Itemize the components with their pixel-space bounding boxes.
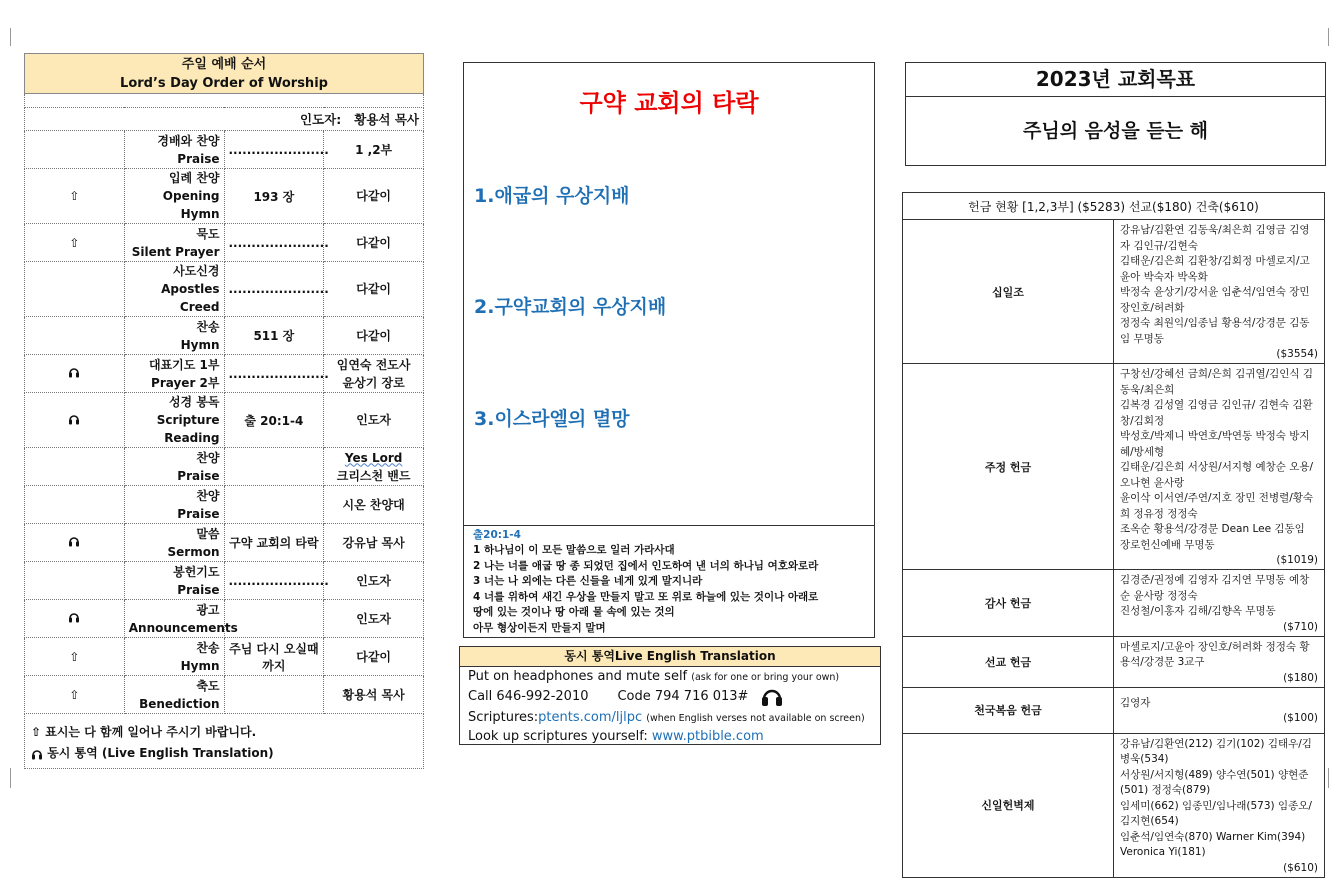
offering-amount: ($180) (1283, 671, 1318, 684)
item-name-en: Silent Prayer (131, 244, 220, 259)
order-title-en: Lord’s Day Order of Worship (120, 75, 328, 91)
offering-names-line: 박정숙 윤상기/강서윤 임춘석/임연숙 장민 장인호/허려화 (1120, 286, 1310, 314)
item-name-en: Praise (177, 506, 220, 521)
item-name-en: Hymn (180, 337, 220, 352)
offering-row (903, 636, 1325, 687)
item-detail: 193 장 (224, 169, 324, 224)
order-of-worship (24, 53, 424, 769)
order-item (25, 317, 424, 355)
item-person-primary: 강유남 목사 (342, 535, 405, 550)
item-person (324, 262, 424, 317)
call-number: Call 646-992-2010 (468, 689, 589, 704)
headphones-icon (68, 413, 80, 425)
offering-names (1114, 220, 1325, 364)
item-person-primary: Yes Lord (344, 450, 403, 465)
stand-note (31, 722, 417, 743)
scripture-label: Scriptures: (468, 710, 539, 725)
item-mark (25, 448, 125, 486)
scripture-line: 땅에 있는 것이나 땅 아래 물 속에 있는 것의 (473, 606, 675, 618)
church-goal (905, 62, 1326, 166)
item-name-en: Hymn (180, 658, 220, 673)
item-name-ko: 입례 찬양 (168, 171, 220, 185)
order-item (25, 262, 424, 317)
offering-names-line: 정정숙 최원익/임종님 황용석/강경문 김동임 무명동 (1120, 317, 1310, 345)
offering-row (903, 687, 1325, 733)
order-item (25, 355, 424, 393)
goal-subtitle: 주님의 음성을 듣는 해 (1022, 120, 1209, 142)
offering-row (903, 733, 1325, 877)
stand-icon: ⇧ (69, 235, 80, 250)
offering-names-line: 임세미(662) 임종민/임나래(573) 임종오/김지현(654) (1120, 799, 1312, 827)
item-mark (25, 600, 125, 638)
item-person (324, 169, 424, 224)
item-mark (25, 355, 125, 393)
item-person-primary: 인도자 (356, 413, 392, 427)
offering-names-line: 서상원/서지형(489) 양수연(501) 양현준(501) 정정숙(879) (1120, 768, 1309, 796)
offering-amount: ($1019) (1276, 554, 1318, 566)
item-name (124, 393, 224, 448)
item-detail: ...................... (224, 131, 324, 169)
offering-names-line: 박성호/박제니 박연호/박연동 박정숙 방지혜/방세형 (1120, 430, 1310, 458)
offering-names (1114, 364, 1325, 570)
item-name-ko: 경배와 찬양 (157, 133, 220, 148)
order-item (25, 486, 424, 524)
item-mark (25, 393, 125, 448)
offering-category: 십일조 (903, 220, 1114, 364)
sermon-point: 1.애굽의 우상지배 (474, 185, 630, 207)
scripture-line: 2 나는 너를 애굽 땅 종 되었던 집에서 인도하여 낸 너의 하나님 여호와로라 (473, 559, 819, 572)
item-detail: ...................... (224, 224, 324, 262)
item-person (324, 393, 424, 448)
scripture-site-line (460, 708, 880, 727)
lookup-label: Look up scriptures yourself: (468, 729, 648, 744)
leader-name: 황용석 목사 (354, 112, 419, 127)
item-mark (25, 224, 125, 262)
offering-row (903, 220, 1325, 364)
item-detail: 출 20:1-4 (224, 393, 324, 448)
offering-names (1114, 636, 1325, 687)
item-name-ko: 성경 봉독 (168, 395, 220, 409)
order-item (25, 676, 424, 714)
item-name (124, 562, 224, 600)
item-mark (25, 524, 125, 562)
headphones-icon (68, 611, 80, 623)
offering-names-line: 마셀로지/고윤아 장인호/허려화 정정숙 황용석/강경문 3교구 (1120, 640, 1310, 668)
item-person (324, 317, 424, 355)
offering-names-line: 구창선/강혜선 금희/은희 김귀열/김인식 김동욱/최은희 (1120, 368, 1314, 396)
scripture-line: 3 너는 나 외에는 다른 신들을 네게 있게 말지니라 (473, 575, 703, 587)
offering-header: 헌금 현황 [1,2,3부] ($5283) 선교($180) 건축($610) (903, 193, 1325, 220)
offering-names-line: 강유남/김환연(212) 김기(102) 김태우/김병욱(534) (1120, 737, 1312, 765)
order-item (25, 224, 424, 262)
offering-amount: ($610) (1283, 861, 1318, 874)
order-item (25, 448, 424, 486)
spacer-row (25, 94, 424, 108)
stand-icon: ⇧ (31, 725, 42, 739)
item-detail (224, 486, 324, 524)
item-detail: ...................... (224, 562, 324, 600)
crop-mark (1328, 768, 1329, 788)
leader-row (25, 108, 424, 131)
item-name (124, 448, 224, 486)
order-item (25, 524, 424, 562)
item-name (124, 638, 224, 676)
item-name-ko: 말씀 (196, 526, 220, 541)
item-name-ko: 찬양 (196, 450, 220, 465)
lookup-link[interactable]: www.ptbible.com (651, 729, 764, 744)
item-name (124, 131, 224, 169)
item-person-primary: 다같이 (356, 649, 392, 664)
item-person-primary: 1 ,2부 (355, 142, 393, 157)
order-title-ko: 주일 예배 순서 (181, 56, 267, 72)
headphones-icon (761, 687, 783, 707)
offering-row (903, 570, 1325, 637)
translation-header: 동시 통역Live English Translation (460, 647, 880, 667)
item-detail: 주님 다시 오실때까지 (224, 638, 324, 676)
offering-names-line: 김영자 (1120, 696, 1151, 709)
offering-amount: ($3554) (1276, 348, 1318, 360)
offering-category: 선교 헌금 (903, 636, 1114, 687)
call-code: Code 794 716 013# (617, 689, 749, 704)
item-name (124, 169, 224, 224)
item-mark (25, 317, 125, 355)
item-person (324, 448, 424, 486)
item-person (324, 562, 424, 600)
item-person-primary: 인도자 (356, 573, 392, 588)
offering-amount: ($710) (1283, 620, 1318, 633)
item-person (324, 131, 424, 169)
sermon-title: 구약 교회의 타락 (579, 89, 759, 117)
instruction-main: Put on headphones and mute self (468, 669, 688, 684)
item-name-en: Praise (177, 151, 220, 166)
sermon-point: 3.이스라엘의 멸망 (474, 408, 630, 430)
order-item (25, 600, 424, 638)
item-detail: 511 장 (224, 317, 324, 355)
item-mark (25, 131, 125, 169)
item-name-ko: 축도 (196, 678, 220, 693)
stand-icon: ⇧ (69, 189, 80, 203)
call-line (460, 686, 880, 708)
offering-names (1114, 687, 1325, 733)
item-person-primary: 임연숙 전도사 (336, 357, 411, 372)
order-item (25, 638, 424, 676)
item-person (324, 524, 424, 562)
item-name-en: Sermon (167, 544, 220, 559)
item-mark (25, 262, 125, 317)
offering-category: 천국복음 헌금 (903, 687, 1114, 733)
item-name (124, 486, 224, 524)
order-item (25, 562, 424, 600)
order-table (24, 53, 424, 714)
scripture-line: 4 너를 위하여 새긴 우상을 만들지 말고 또 위로 하늘에 있는 것이나 아래로 (473, 590, 819, 603)
scripture-passage (464, 525, 874, 636)
offering-category: 주정 헌금 (903, 364, 1114, 570)
item-mark (25, 169, 125, 224)
order-notes (24, 714, 424, 769)
item-person-primary: 다같이 (356, 282, 392, 296)
headphones-icon (68, 535, 80, 547)
item-mark (25, 486, 125, 524)
offering-names-line: 윤이삭 이서연/주연/지호 장민 전병렬/황숙희 정유정 정정숙 (1120, 492, 1314, 520)
item-detail: ...................... (224, 355, 324, 393)
order-item (25, 169, 424, 224)
translation-box (459, 646, 881, 745)
item-name (124, 262, 224, 317)
scripture-link-note: (when English verses not available on screen) (646, 713, 865, 724)
scripture-link[interactable]: ptents.com/ljlpc (538, 710, 643, 725)
order-item (25, 131, 424, 169)
offering-names-line: 김복경 김성열 김영금 김인규/ 김현숙 김환창/김회정 (1120, 399, 1313, 427)
item-name-en: Prayer 2부 (151, 375, 220, 390)
scripture-ref: 출20:1-4 (473, 529, 521, 541)
order-header (25, 54, 424, 94)
item-person (324, 224, 424, 262)
headphones-icon (68, 366, 80, 378)
item-name (124, 676, 224, 714)
offering-category: 감사 헌금 (903, 570, 1114, 637)
item-name (124, 224, 224, 262)
crop-mark (10, 768, 11, 788)
offering-names-line: 임춘석/임연숙(870) Warner Kim(394) Veronica Yi(181) (1120, 830, 1306, 858)
item-person-primary: 다같이 (356, 189, 392, 203)
scripture-line: 1 하나님이 이 모든 말씀으로 일러 가라사대 (473, 544, 675, 556)
item-person (324, 355, 424, 393)
item-detail (224, 676, 324, 714)
offering-names-line: 장로헌신예배 무명동 (1120, 538, 1215, 551)
offering-names-line: 김태운/김은희 김환창/김회정 마셀로지/고윤아 박숙자 박옥화 (1120, 255, 1310, 283)
translation-note-text: 동시 통역 (Live English Translation) (47, 746, 274, 760)
leader-label: 인도자: (299, 112, 342, 127)
item-name-en: Announcements (128, 620, 238, 635)
offering-table (902, 192, 1325, 878)
item-mark (25, 562, 125, 600)
instruction-note: (ask for one or bring your own) (691, 672, 840, 683)
item-person-primary: 시온 찬양대 (342, 497, 405, 512)
item-name-ko: 사도신경 (173, 264, 220, 278)
translation-instructions (460, 667, 880, 686)
scripture-line: 아무 형상이든지 만들지 말며 (473, 621, 606, 634)
stand-icon: ⇧ (69, 687, 80, 702)
offering-names-line: 김경준/권정예 김영자 김지연 무명동 예창순 윤사랑 정정숙 (1120, 574, 1310, 602)
stand-icon: ⇧ (69, 649, 80, 664)
item-name (124, 524, 224, 562)
order-item (25, 393, 424, 448)
item-name-en: Apostles Creed (161, 282, 220, 314)
item-name-en: Opening Hymn (162, 189, 220, 221)
stand-note-text: 표시는 다 함께 일어나 주시기 바랍니다. (45, 725, 257, 739)
item-name-en: Praise (177, 468, 220, 483)
item-name-ko: 찬양 (196, 488, 220, 503)
item-person (324, 486, 424, 524)
item-mark (25, 638, 125, 676)
offering-names-line: 조옥순 황용석/강경문 Dean Lee 김동임 (1120, 523, 1305, 535)
item-mark (25, 676, 125, 714)
sermon-panel (463, 62, 875, 638)
crop-mark (1328, 28, 1329, 46)
item-name-ko: 찬송 (196, 640, 220, 655)
offering-amount: ($100) (1283, 712, 1318, 725)
item-person (324, 600, 424, 638)
item-person-secondary: 윤상기 장로 (342, 375, 405, 390)
item-person-primary: 황용석 목사 (342, 687, 405, 702)
item-name-ko: 찬송 (196, 319, 220, 334)
item-name (124, 317, 224, 355)
item-detail (224, 448, 324, 486)
item-person (324, 676, 424, 714)
item-person-primary: 다같이 (356, 235, 392, 250)
item-name-ko: 대표기도 1부 (149, 357, 220, 372)
offering-names-line: 김태운/김은희 서상원/서지형 예창순 오용/오나현 윤사랑 (1120, 461, 1314, 489)
sermon-point: 2.구약교회의 우상지배 (474, 296, 667, 318)
offering-names (1114, 733, 1325, 877)
offering-names-line: 강유남/김환연 김동욱/최은희 김영금 김영자 김인규/김현숙 (1120, 224, 1310, 252)
item-name-ko: 묵도 (196, 226, 220, 241)
item-person-primary: 인도자 (356, 611, 392, 626)
order-items (25, 131, 424, 714)
item-detail (224, 600, 324, 638)
offering-rows (903, 220, 1325, 878)
item-name-ko: 봉헌기도 (173, 564, 220, 579)
item-name-en: Scripture Reading (156, 413, 220, 445)
item-name (124, 600, 238, 638)
item-detail: 구약 교회의 타락 (224, 524, 324, 562)
item-name-en: Praise (177, 582, 220, 597)
item-detail: ...................... (224, 262, 324, 317)
goal-title: 2023년 교회목표 (906, 63, 1325, 97)
crop-mark (10, 28, 11, 46)
item-name-ko: 광고 (196, 602, 220, 617)
headphones-icon (31, 748, 43, 760)
item-name (124, 355, 224, 393)
item-person-primary: 다같이 (356, 328, 392, 343)
lookup-line (460, 727, 880, 746)
offering-names-line: 진성철/이홍자 김해/김향옥 무명동 (1120, 605, 1276, 617)
offering-category: 신일헌벽제 (903, 733, 1114, 877)
translation-note (31, 743, 417, 764)
item-person (324, 638, 424, 676)
offering-row (903, 364, 1325, 570)
item-name-en: Benediction (139, 696, 220, 711)
item-person-secondary: 크리스천 밴드 (336, 468, 411, 483)
offering-names (1114, 570, 1325, 637)
